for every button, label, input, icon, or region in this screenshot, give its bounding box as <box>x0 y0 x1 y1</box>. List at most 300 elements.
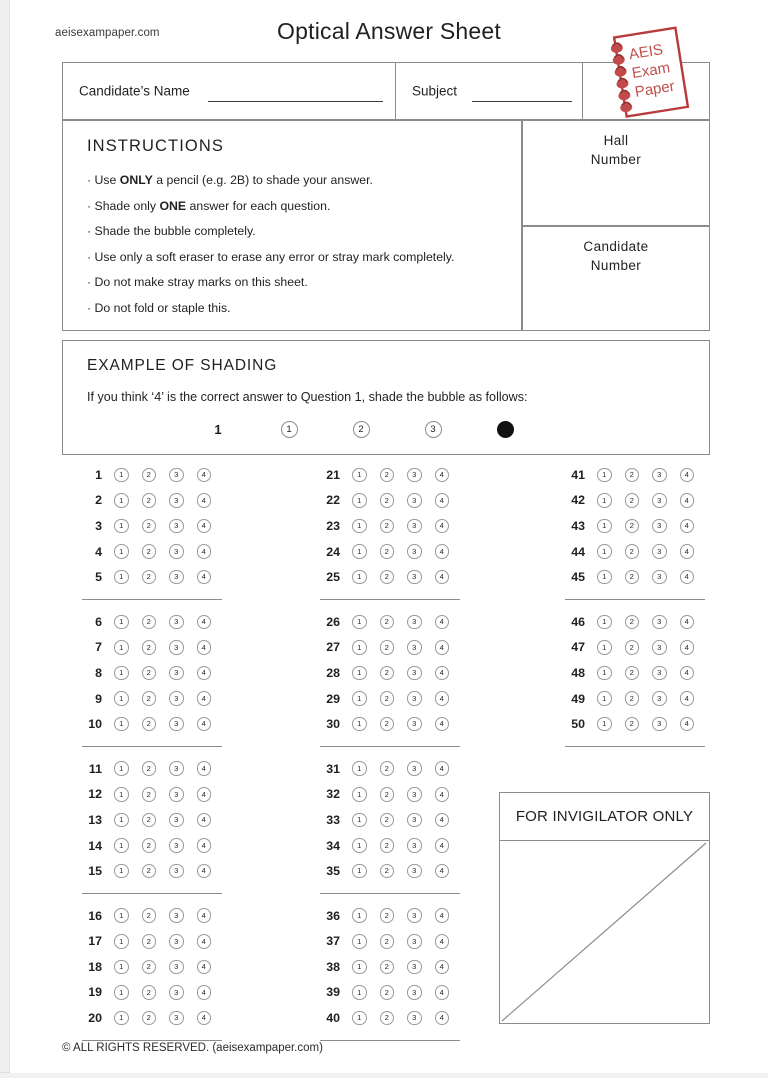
question-number: 19 <box>88 985 102 1000</box>
answer-row <box>310 564 462 590</box>
answer-bubble[interactable]: 3 <box>407 519 422 534</box>
answer-bubble[interactable]: 2 <box>380 519 395 534</box>
answer-bubble[interactable]: 1 <box>114 570 129 585</box>
answer-bubble[interactable]: 1 <box>597 691 612 706</box>
answer-bubble[interactable]: 4 <box>435 1011 450 1026</box>
answer-bubble[interactable]: 2 <box>380 717 395 732</box>
answer-bubble[interactable]: 3 <box>169 960 184 975</box>
answer-bubble[interactable]: 3 <box>652 468 667 483</box>
answer-bubble[interactable]: 2 <box>142 615 157 630</box>
answer-bubble[interactable]: 4 <box>435 691 450 706</box>
answer-bubble[interactable]: 1 <box>352 908 367 923</box>
answer-bubble[interactable]: 4 <box>197 864 212 879</box>
answer-bubble[interactable]: 2 <box>380 960 395 975</box>
answer-bubble[interactable]: 2 <box>142 934 157 949</box>
answer-bubble[interactable]: 1 <box>114 838 129 853</box>
answer-bubble[interactable]: 3 <box>407 960 422 975</box>
instruction-item: · Shade the bubble completely. <box>87 224 256 238</box>
answer-bubble[interactable]: 3 <box>407 1011 422 1026</box>
answer-row <box>310 635 462 661</box>
answer-row <box>72 1005 224 1031</box>
answer-bubble[interactable]: 4 <box>197 787 212 802</box>
answer-row <box>310 1005 462 1031</box>
answer-bubble[interactable]: 3 <box>169 666 184 681</box>
answer-group <box>310 903 462 1041</box>
answer-bubble[interactable]: 1 <box>114 1011 129 1026</box>
instruction-emphasis: ONE <box>159 198 187 213</box>
answer-bubble[interactable]: 1 <box>352 761 367 776</box>
answer-row <box>310 807 462 833</box>
answer-bubble[interactable]: 2 <box>625 717 640 732</box>
answer-bubble[interactable]: 4 <box>680 615 695 630</box>
candidate-name-cell <box>63 63 395 119</box>
answer-bubble[interactable]: 3 <box>169 493 184 508</box>
answer-bubble[interactable]: 2 <box>142 666 157 681</box>
answer-bubble[interactable]: 4 <box>197 934 212 949</box>
example-title: EXAMPLE OF SHADING <box>87 357 278 374</box>
answer-bubble[interactable]: 1 <box>114 666 129 681</box>
answer-bubble[interactable]: 1 <box>352 666 367 681</box>
answer-bubble[interactable]: 2 <box>380 544 395 559</box>
answer-bubble[interactable]: 1 <box>114 813 129 828</box>
logo-line-3: Paper <box>633 77 676 101</box>
instructions-title: INSTRUCTIONS <box>87 137 224 155</box>
answer-bubble[interactable]: 2 <box>380 787 395 802</box>
answer-bubble[interactable]: 3 <box>407 934 422 949</box>
answer-bubble[interactable]: 3 <box>169 544 184 559</box>
example-option-cell <box>253 421 325 438</box>
answer-row <box>72 660 224 686</box>
answer-bubble[interactable]: 2 <box>142 960 157 975</box>
answer-bubble[interactable]: 4 <box>680 717 695 732</box>
answer-bubble[interactable]: 2 <box>380 761 395 776</box>
answer-bubble[interactable]: 2 <box>142 838 157 853</box>
answer-bubble[interactable]: 3 <box>407 691 422 706</box>
answer-group <box>555 609 707 747</box>
answer-bubble[interactable]: 2 <box>380 908 395 923</box>
answer-bubble[interactable]: 3 <box>652 640 667 655</box>
answer-bubble[interactable]: 1 <box>114 717 129 732</box>
answer-bubble[interactable]: 1 <box>114 761 129 776</box>
answer-bubble[interactable]: 4 <box>197 640 212 655</box>
answer-bubble[interactable]: 4 <box>435 717 450 732</box>
example-description: If you think ‘4’ is the correct answer to Question 1, shade the bubble as follows: <box>87 390 528 404</box>
answer-bubble[interactable]: 2 <box>380 934 395 949</box>
answer-bubble[interactable]: 4 <box>435 864 450 879</box>
answer-bubble[interactable]: 4 <box>197 493 212 508</box>
answer-group <box>310 756 462 894</box>
answer-bubble[interactable]: 4 <box>197 717 212 732</box>
answer-bubble[interactable]: 4 <box>680 493 695 508</box>
example-bubble: 2 <box>353 421 370 438</box>
answer-bubble[interactable]: 2 <box>142 570 157 585</box>
answer-bubble[interactable]: 4 <box>435 813 450 828</box>
page-left-edge <box>0 0 10 1078</box>
answer-group <box>72 903 224 1041</box>
answer-bubble[interactable]: 3 <box>169 615 184 630</box>
question-number: 47 <box>571 640 585 655</box>
answer-bubble[interactable]: 1 <box>114 691 129 706</box>
answer-bubble[interactable]: 3 <box>169 691 184 706</box>
question-number: 39 <box>326 985 340 1000</box>
question-number: 35 <box>326 864 340 879</box>
answer-group <box>555 462 707 600</box>
answer-bubble[interactable]: 3 <box>407 908 422 923</box>
answer-bubble[interactable]: 3 <box>407 544 422 559</box>
answer-bubble[interactable]: 2 <box>142 468 157 483</box>
instruction-item: · Do not make stray marks on this sheet. <box>87 275 308 289</box>
answer-bubble[interactable]: 3 <box>407 787 422 802</box>
answer-bubble[interactable]: 2 <box>380 838 395 853</box>
answer-bubble[interactable]: 4 <box>680 640 695 655</box>
answer-bubble[interactable]: 4 <box>197 666 212 681</box>
answer-bubble[interactable]: 2 <box>142 493 157 508</box>
answer-bubble[interactable]: 1 <box>114 468 129 483</box>
answer-bubble[interactable]: 2 <box>142 761 157 776</box>
question-number: 1 <box>95 467 102 482</box>
question-number: 10 <box>88 717 102 732</box>
answer-bubble[interactable]: 1 <box>597 468 612 483</box>
answer-bubble[interactable]: 1 <box>352 468 367 483</box>
answer-bubble[interactable]: 3 <box>407 570 422 585</box>
answer-bubble[interactable]: 2 <box>142 640 157 655</box>
answer-bubble[interactable]: 1 <box>597 493 612 508</box>
page-title: Optical Answer Sheet <box>277 18 501 44</box>
answer-bubble[interactable]: 4 <box>680 666 695 681</box>
answer-bubble[interactable]: 1 <box>352 615 367 630</box>
example-of-shading-box <box>62 340 710 455</box>
answer-bubble[interactable]: 3 <box>652 717 667 732</box>
answer-bubble[interactable]: 3 <box>169 864 184 879</box>
answer-bubble[interactable]: 4 <box>197 544 212 559</box>
answer-bubble[interactable]: 1 <box>114 544 129 559</box>
answer-bubble[interactable]: 2 <box>625 691 640 706</box>
answer-bubble[interactable]: 3 <box>169 1011 184 1026</box>
answer-bubble[interactable]: 2 <box>142 908 157 923</box>
answer-bubble[interactable]: 1 <box>597 717 612 732</box>
answer-bubble[interactable]: 3 <box>407 985 422 1000</box>
answer-bubble[interactable]: 4 <box>197 691 212 706</box>
answer-bubble[interactable]: 4 <box>197 468 212 483</box>
question-number: 38 <box>326 959 340 974</box>
answer-bubble[interactable]: 4 <box>197 615 212 630</box>
answer-bubble[interactable]: 2 <box>625 640 640 655</box>
answer-bubble[interactable]: 4 <box>680 570 695 585</box>
answer-bubble[interactable]: 1 <box>352 493 367 508</box>
answer-bubble[interactable]: 1 <box>114 985 129 1000</box>
question-number: 29 <box>326 691 340 706</box>
answer-bubble[interactable]: 2 <box>380 493 395 508</box>
answer-bubble[interactable]: 1 <box>352 787 367 802</box>
question-number: 36 <box>326 908 340 923</box>
answer-bubble[interactable]: 4 <box>197 519 212 534</box>
subject-input[interactable] <box>472 101 572 102</box>
answer-row <box>72 711 224 737</box>
answer-bubble[interactable]: 2 <box>625 570 640 585</box>
answer-group <box>72 756 224 894</box>
answer-bubble[interactable]: 1 <box>114 864 129 879</box>
answer-bubble[interactable]: 3 <box>169 519 184 534</box>
answer-bubble[interactable]: 3 <box>652 544 667 559</box>
answer-bubble[interactable]: 4 <box>435 570 450 585</box>
answer-bubble[interactable]: 4 <box>435 960 450 975</box>
answer-bubble[interactable]: 4 <box>435 838 450 853</box>
group-separator <box>565 746 705 747</box>
question-number: 28 <box>326 665 340 680</box>
answer-bubble[interactable]: 2 <box>380 468 395 483</box>
question-number: 24 <box>326 544 340 559</box>
answer-row <box>72 858 224 884</box>
answer-bubble[interactable]: 3 <box>169 640 184 655</box>
answer-bubble[interactable]: 1 <box>352 717 367 732</box>
answer-bubble[interactable]: 2 <box>380 813 395 828</box>
answer-row <box>310 929 462 955</box>
answer-row <box>310 954 462 980</box>
question-number: 14 <box>88 838 102 853</box>
answer-bubble[interactable]: 2 <box>380 1011 395 1026</box>
answer-bubble[interactable]: 2 <box>625 666 640 681</box>
answer-row <box>72 903 224 929</box>
question-number: 45 <box>571 570 585 585</box>
answer-bubble[interactable]: 1 <box>352 864 367 879</box>
answer-bubble[interactable]: 2 <box>142 787 157 802</box>
answer-group <box>310 609 462 747</box>
answer-bubble[interactable]: 3 <box>407 717 422 732</box>
question-number: 17 <box>88 934 102 949</box>
answer-bubble[interactable]: 2 <box>625 468 640 483</box>
answer-bubble[interactable]: 4 <box>680 519 695 534</box>
answer-bubble[interactable]: 3 <box>169 717 184 732</box>
answer-bubble[interactable]: 3 <box>169 985 184 1000</box>
logo-line-1: AEIS <box>627 41 665 64</box>
group-separator <box>320 599 460 600</box>
answer-bubble[interactable]: 3 <box>407 493 422 508</box>
answer-bubble[interactable]: 1 <box>352 934 367 949</box>
answer-bubble[interactable]: 1 <box>352 960 367 975</box>
answer-bubble[interactable]: 3 <box>652 615 667 630</box>
hall-number-box[interactable] <box>522 120 710 226</box>
answer-bubble[interactable]: 3 <box>407 666 422 681</box>
answer-row <box>310 539 462 565</box>
candidate-name-input[interactable] <box>208 101 383 102</box>
answer-bubble[interactable]: 3 <box>652 570 667 585</box>
answer-bubble[interactable]: 3 <box>652 666 667 681</box>
answer-row <box>310 980 462 1006</box>
example-question-number: 1 <box>214 422 222 437</box>
answer-bubble[interactable]: 4 <box>680 544 695 559</box>
question-number: 27 <box>326 640 340 655</box>
answer-row <box>72 782 224 808</box>
answer-row <box>72 609 224 635</box>
answer-row <box>72 833 224 859</box>
question-number: 49 <box>571 691 585 706</box>
answer-bubble[interactable]: 3 <box>407 838 422 853</box>
answer-bubble[interactable]: 2 <box>142 519 157 534</box>
answer-bubble[interactable]: 1 <box>352 985 367 1000</box>
instruction-item: · Use ONLY a pencil (e.g. 2B) to shade your answer. <box>87 173 373 187</box>
answer-row <box>72 539 224 565</box>
answer-row <box>555 609 707 635</box>
answer-bubble[interactable]: 4 <box>197 761 212 776</box>
invigilator-signature-area[interactable] <box>500 841 709 1024</box>
answer-bubble[interactable]: 1 <box>352 570 367 585</box>
answer-bubble[interactable]: 2 <box>625 615 640 630</box>
answer-bubble[interactable]: 3 <box>407 468 422 483</box>
question-number: 16 <box>88 908 102 923</box>
group-separator <box>82 599 222 600</box>
answer-bubble[interactable]: 1 <box>114 615 129 630</box>
answer-group <box>310 462 462 600</box>
invigilator-box <box>499 792 710 1024</box>
answer-bubble[interactable]: 4 <box>435 544 450 559</box>
answer-bubble[interactable]: 2 <box>142 717 157 732</box>
answer-row <box>72 929 224 955</box>
answer-bubble[interactable]: 3 <box>169 813 184 828</box>
answer-bubble[interactable]: 2 <box>625 493 640 508</box>
answer-bubble[interactable]: 3 <box>169 908 184 923</box>
question-number: 31 <box>326 761 340 776</box>
answer-bubble[interactable]: 2 <box>625 519 640 534</box>
logo-line-2: Exam <box>630 59 672 83</box>
answer-row <box>72 488 224 514</box>
question-number: 48 <box>571 665 585 680</box>
answer-bubble[interactable]: 3 <box>169 787 184 802</box>
answer-bubble[interactable]: 2 <box>380 615 395 630</box>
answer-bubble[interactable]: 3 <box>652 691 667 706</box>
answer-bubble[interactable]: 1 <box>114 908 129 923</box>
answer-bubble[interactable]: 4 <box>680 691 695 706</box>
answer-bubble[interactable]: 4 <box>435 493 450 508</box>
answer-bubble[interactable]: 2 <box>380 666 395 681</box>
group-separator <box>320 893 460 894</box>
answer-bubble[interactable]: 3 <box>407 864 422 879</box>
answer-bubble[interactable]: 1 <box>597 519 612 534</box>
subject-cell <box>395 63 582 119</box>
answer-bubble[interactable]: 4 <box>435 468 450 483</box>
answer-row <box>310 833 462 859</box>
example-bubble: 1 <box>281 421 298 438</box>
answer-row <box>555 686 707 712</box>
candidate-number-box[interactable] <box>522 226 710 331</box>
answer-row <box>555 711 707 737</box>
answer-bubble[interactable]: 3 <box>652 493 667 508</box>
answer-bubble[interactable]: 2 <box>142 985 157 1000</box>
answer-row <box>310 462 462 488</box>
answer-bubble[interactable]: 1 <box>114 960 129 975</box>
answer-row <box>555 660 707 686</box>
answer-bubble[interactable]: 3 <box>407 615 422 630</box>
answer-bubble[interactable]: 2 <box>142 691 157 706</box>
answer-bubble[interactable]: 1 <box>352 519 367 534</box>
answer-bubble[interactable]: 1 <box>352 640 367 655</box>
question-number: 6 <box>95 614 102 629</box>
instruction-item: · Use only a soft eraser to erase any error or stray mark completely. <box>87 249 455 264</box>
answer-bubble[interactable]: 1 <box>352 544 367 559</box>
answer-bubble[interactable]: 3 <box>169 468 184 483</box>
answer-bubble[interactable]: 4 <box>435 519 450 534</box>
answer-bubble[interactable]: 4 <box>435 640 450 655</box>
question-number: 50 <box>571 717 585 732</box>
answer-bubble[interactable]: 4 <box>680 468 695 483</box>
answer-bubble[interactable]: 4 <box>197 570 212 585</box>
answer-bubble[interactable]: 3 <box>407 761 422 776</box>
answer-bubble[interactable]: 4 <box>197 838 212 853</box>
answer-bubble[interactable]: 1 <box>114 493 129 508</box>
answer-bubble[interactable]: 1 <box>597 570 612 585</box>
answer-bubble[interactable]: 1 <box>352 1011 367 1026</box>
answer-bubble[interactable]: 4 <box>197 985 212 1000</box>
answer-bubble[interactable]: 3 <box>407 813 422 828</box>
answer-bubble[interactable]: 1 <box>597 640 612 655</box>
answer-bubble[interactable]: 2 <box>380 570 395 585</box>
group-separator <box>82 1040 222 1041</box>
group-separator <box>82 893 222 894</box>
question-number: 37 <box>326 934 340 949</box>
answer-bubble[interactable]: 1 <box>114 640 129 655</box>
answer-bubble[interactable]: 4 <box>435 934 450 949</box>
question-number: 40 <box>326 1011 340 1026</box>
answer-bubble[interactable]: 1 <box>114 787 129 802</box>
answer-bubble[interactable]: 2 <box>142 544 157 559</box>
answer-bubble[interactable]: 4 <box>435 761 450 776</box>
answer-bubble[interactable]: 3 <box>407 640 422 655</box>
answer-row <box>72 462 224 488</box>
answer-bubble[interactable]: 4 <box>435 908 450 923</box>
answer-bubble[interactable]: 4 <box>435 787 450 802</box>
answer-row <box>555 462 707 488</box>
answer-row <box>72 513 224 539</box>
answer-bubble[interactable]: 3 <box>169 838 184 853</box>
answer-row <box>555 513 707 539</box>
answer-bubble[interactable]: 3 <box>169 934 184 949</box>
answer-row <box>555 564 707 590</box>
answer-bubble[interactable]: 4 <box>197 908 212 923</box>
aeis-exam-paper-logo <box>596 22 708 122</box>
answer-row <box>72 686 224 712</box>
answer-bubble[interactable]: 4 <box>435 985 450 1000</box>
answer-bubble[interactable]: 4 <box>435 666 450 681</box>
example-bubble-shaded <box>497 421 514 438</box>
answer-bubble[interactable]: 2 <box>142 864 157 879</box>
answer-bubble[interactable]: 1 <box>597 544 612 559</box>
answer-bubble[interactable]: 4 <box>197 813 212 828</box>
answer-bubble[interactable]: 1 <box>597 666 612 681</box>
answer-bubble[interactable]: 2 <box>380 864 395 879</box>
answer-bubble[interactable]: 3 <box>652 519 667 534</box>
answer-bubble[interactable]: 3 <box>169 761 184 776</box>
answer-bubble[interactable]: 4 <box>435 615 450 630</box>
footer-copyright: © ALL RIGHTS RESERVED. (aeisexampaper.com) <box>62 1042 323 1054</box>
answer-row <box>310 488 462 514</box>
answer-bubble[interactable]: 1 <box>597 615 612 630</box>
answer-bubble[interactable]: 1 <box>352 691 367 706</box>
answer-bubble[interactable]: 2 <box>380 691 395 706</box>
question-number: 4 <box>95 544 102 559</box>
answer-bubble[interactable]: 1 <box>114 934 129 949</box>
answer-bubble[interactable]: 2 <box>380 985 395 1000</box>
answer-bubble[interactable]: 3 <box>169 570 184 585</box>
answer-bubble[interactable]: 2 <box>625 544 640 559</box>
question-number: 2 <box>95 493 102 508</box>
answer-bubble[interactable]: 2 <box>380 640 395 655</box>
answer-bubble[interactable]: 1 <box>352 813 367 828</box>
answer-bubble[interactable]: 1 <box>352 838 367 853</box>
answer-bubble[interactable]: 4 <box>197 960 212 975</box>
answer-bubble[interactable]: 4 <box>197 1011 212 1026</box>
answer-bubble[interactable]: 2 <box>142 813 157 828</box>
answer-bubble[interactable]: 1 <box>114 519 129 534</box>
answer-bubble[interactable]: 2 <box>142 1011 157 1026</box>
